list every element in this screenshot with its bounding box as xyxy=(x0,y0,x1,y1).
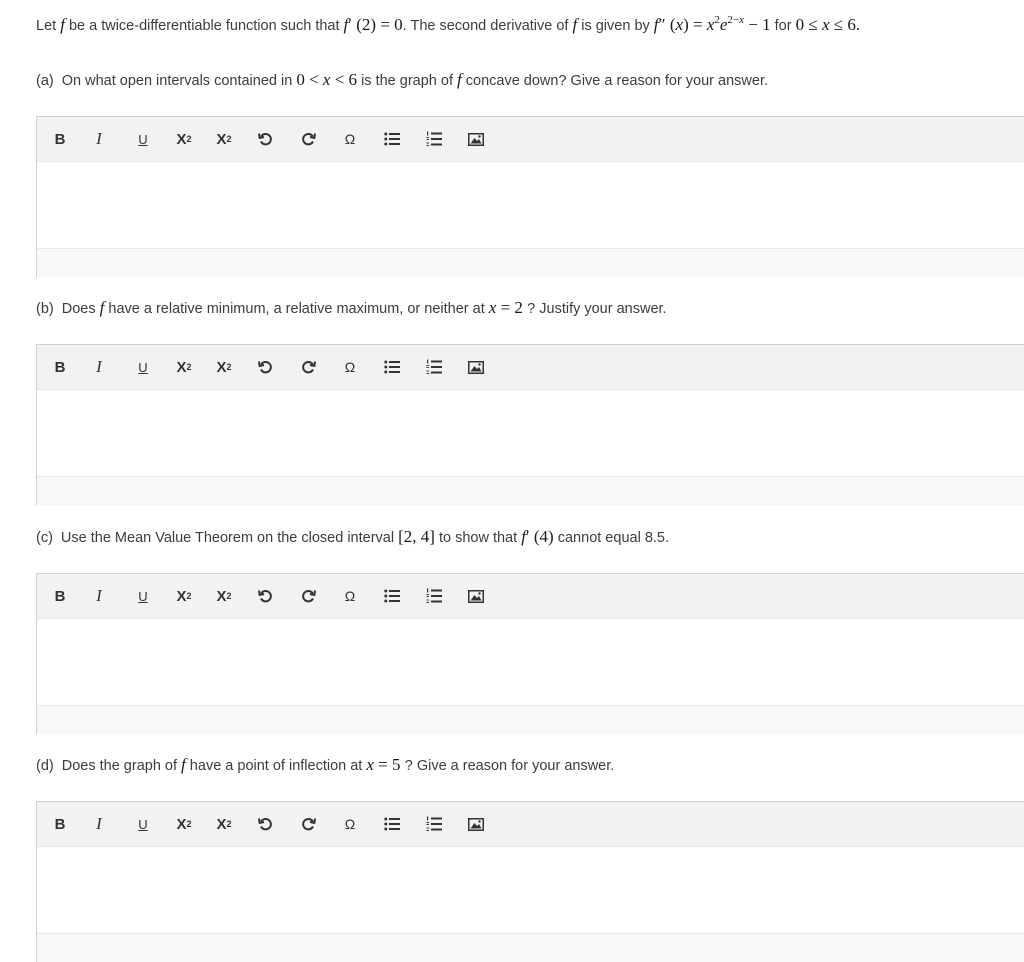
answer-editor-a[interactable] xyxy=(36,116,1024,277)
italic-button[interactable]: I xyxy=(96,357,102,376)
underline-button[interactable]: U xyxy=(138,359,148,375)
italic-button[interactable]: I xyxy=(96,814,102,833)
bullet-list-button[interactable] xyxy=(371,352,413,382)
numbered-list-icon xyxy=(426,816,442,832)
image-icon xyxy=(468,133,484,146)
question-d: (d) Does the graph of f have a point of inflection at x = 5 ? Give a reason for your answer. xyxy=(36,755,615,774)
editor-toolbar xyxy=(37,345,1024,390)
underline-button[interactable]: U xyxy=(138,816,148,832)
bullet-list-icon xyxy=(384,360,400,374)
numbered-list-button[interactable] xyxy=(413,809,455,839)
bold-button[interactable]: B xyxy=(54,587,66,605)
bold-button[interactable]: B xyxy=(54,130,66,148)
math-second-derivative: f″ $(x) = x^2e^{2-x} - 1$ xyxy=(653,14,771,34)
answer-editor-b[interactable] xyxy=(36,344,1024,505)
answer-text-area[interactable] xyxy=(37,847,1024,933)
italic-button[interactable]: I xyxy=(96,129,102,148)
math-fprime-2-eq-0: f′ (2) = 0 xyxy=(343,15,403,34)
bold-button[interactable]: B xyxy=(54,358,66,376)
redo-button[interactable] xyxy=(287,352,329,382)
question-a: (a) On what open intervals contained in 0 < x < 6 is the graph of f concave down? Give a reason for your answer. xyxy=(36,70,769,89)
superscript-button[interactable]: X 2 xyxy=(176,130,192,148)
editor-status-bar xyxy=(37,476,1024,505)
math-f: f xyxy=(457,70,462,89)
subscript-button[interactable]: X 2 xyxy=(216,358,232,376)
underline-button[interactable]: U xyxy=(138,131,148,147)
redo-button[interactable] xyxy=(287,809,329,839)
editor-toolbar xyxy=(37,802,1024,847)
math-x-eq-5: x = 5 xyxy=(366,755,405,774)
problem-statement: Let f be a twice-differentiable function such that f′ (2) = 0. The second derivative of f is given by f″ $(x) = x^2e^{2-x} - 1$ for 0 ≤ x ≤ 6. xyxy=(36,14,861,34)
bullet-list-button[interactable] xyxy=(371,124,413,154)
editor-toolbar xyxy=(37,574,1024,619)
numbered-list-button[interactable] xyxy=(413,581,455,611)
bullet-list-button[interactable] xyxy=(371,809,413,839)
math-domain: 0 ≤ x ≤ 6. xyxy=(795,15,861,34)
special-character-button[interactable]: Ω xyxy=(344,359,356,375)
math-f: f xyxy=(60,15,65,34)
subscript-button[interactable]: X 2 xyxy=(216,815,232,833)
underline-button[interactable]: U xyxy=(138,588,148,604)
math-f: f xyxy=(572,15,578,34)
superscript-button[interactable]: X 2 xyxy=(176,587,192,605)
redo-icon xyxy=(300,816,316,832)
image-icon xyxy=(468,361,484,374)
bullet-list-icon xyxy=(384,589,400,603)
superscript-button[interactable]: X 2 xyxy=(176,815,192,833)
image-icon xyxy=(468,818,484,831)
math-fprime-4: f′ (4) xyxy=(521,527,554,546)
special-character-button[interactable]: Ω xyxy=(344,588,356,604)
answer-text-area[interactable] xyxy=(37,619,1024,705)
answer-editor-c[interactable] xyxy=(36,573,1024,734)
math-f: f xyxy=(181,755,186,774)
editor-toolbar xyxy=(37,117,1024,162)
redo-button[interactable] xyxy=(287,124,329,154)
editor-status-bar xyxy=(37,705,1024,734)
undo-icon xyxy=(258,588,274,604)
redo-icon xyxy=(300,131,316,147)
bullet-list-icon xyxy=(384,132,400,146)
special-character-button[interactable]: Ω xyxy=(344,816,356,832)
numbered-list-button[interactable] xyxy=(413,124,455,154)
math-interval-2-4: [2, 4] xyxy=(398,527,435,546)
subscript-button[interactable]: X 2 xyxy=(216,587,232,605)
numbered-list-icon xyxy=(426,359,442,375)
editor-status-bar xyxy=(37,248,1024,277)
math-open-interval: 0 < x < 6 xyxy=(296,70,358,89)
undo-button[interactable] xyxy=(245,124,287,154)
question-b: (b) Does f have a relative minimum, a relative maximum, or neither at x = 2 ? Justify your answer. xyxy=(36,298,667,317)
undo-icon xyxy=(258,816,274,832)
redo-icon xyxy=(300,588,316,604)
numbered-list-icon xyxy=(426,588,442,604)
numbered-list-button[interactable] xyxy=(413,352,455,382)
bold-button[interactable]: B xyxy=(54,815,66,833)
image-icon xyxy=(468,590,484,603)
editor-status-bar xyxy=(37,933,1024,962)
undo-icon xyxy=(258,131,274,147)
superscript-button[interactable]: X 2 xyxy=(176,358,192,376)
undo-button[interactable] xyxy=(245,809,287,839)
redo-button[interactable] xyxy=(287,581,329,611)
undo-button[interactable] xyxy=(245,581,287,611)
answer-editor-d[interactable] xyxy=(36,801,1024,962)
undo-icon xyxy=(258,359,274,375)
math-f: f xyxy=(99,298,105,317)
question-c: (c) Use the Mean Value Theorem on the closed interval [2, 4] to show that f′ (4) cannot equal 8.5. xyxy=(36,527,670,546)
italic-button[interactable]: I xyxy=(96,586,102,605)
insert-image-button[interactable] xyxy=(455,124,497,154)
insert-image-button[interactable] xyxy=(455,809,497,839)
redo-icon xyxy=(300,359,316,375)
bullet-list-icon xyxy=(384,817,400,831)
bullet-list-button[interactable] xyxy=(371,581,413,611)
insert-image-button[interactable] xyxy=(455,352,497,382)
answer-text-area[interactable] xyxy=(37,390,1024,476)
insert-image-button[interactable] xyxy=(455,581,497,611)
math-x-eq-2: x = 2 xyxy=(488,298,528,317)
numbered-list-icon xyxy=(426,131,442,147)
undo-button[interactable] xyxy=(245,352,287,382)
answer-text-area[interactable] xyxy=(37,162,1024,248)
special-character-button[interactable]: Ω xyxy=(344,131,356,147)
subscript-button[interactable]: X 2 xyxy=(216,130,232,148)
